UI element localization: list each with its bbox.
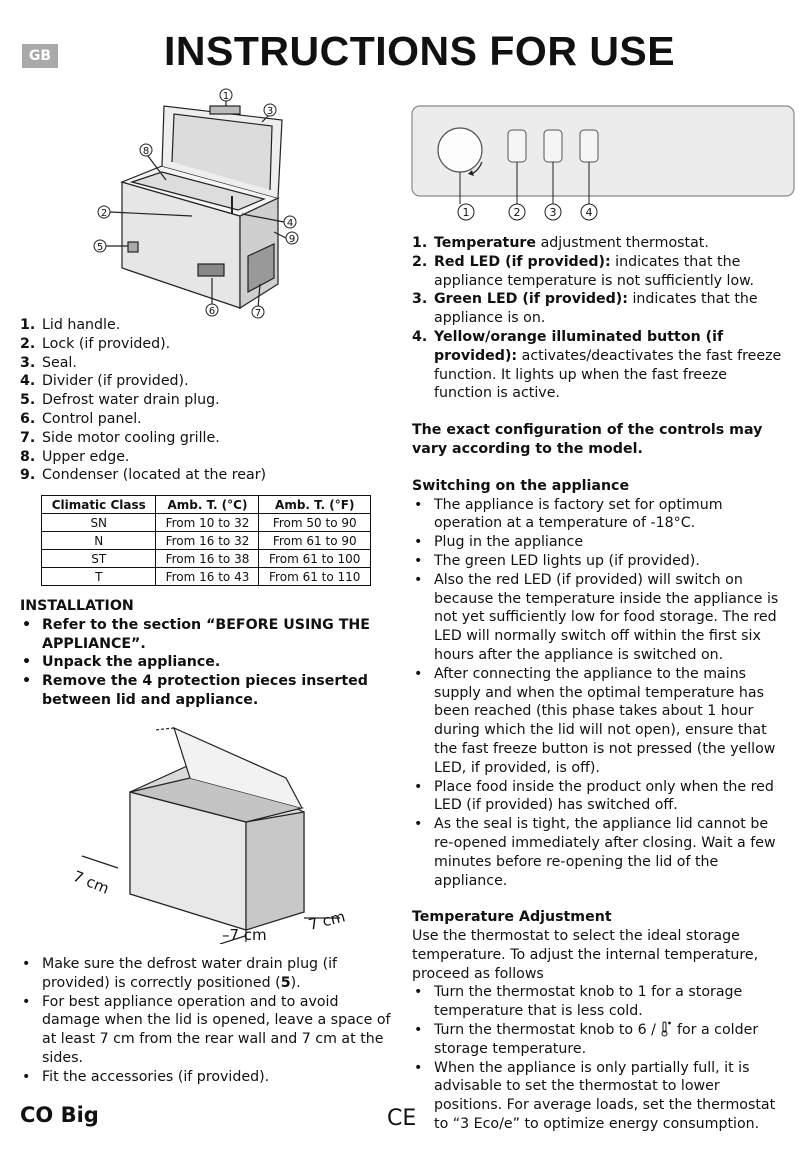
right-column [412, 234, 788, 1134]
language-badge: GB [22, 44, 58, 68]
panel-callout-4 [581, 204, 597, 220]
callout-6-label: 6 [208, 306, 216, 317]
table-cell: From 16 to 38 [156, 550, 259, 568]
callout-4-label: 4 [286, 218, 294, 229]
table-header-row [42, 496, 371, 514]
list-item: 3. Green LED (if provided): indicates that the appliance is on. [412, 291, 758, 327]
callout-2 [98, 206, 110, 219]
list-item: • Remove the 4 protection pieces inserted between lid and appliance. [20, 672, 400, 710]
temperature-adjustment-intro: Use the thermostat to select the ideal storage temperature. To adjust the internal temperature, proceed as follows [412, 928, 759, 982]
side-right-clearance-label: 7 cm [306, 907, 348, 934]
list-item: 6. Control panel. [20, 410, 142, 427]
green-led [544, 130, 562, 162]
callout-8-label: 8 [142, 146, 150, 157]
ce-mark: CE [387, 1106, 417, 1131]
table-cell: From 61 to 90 [259, 532, 371, 550]
callout-3-label: 3 [266, 106, 274, 117]
climatic-class-table [41, 495, 371, 586]
list-item: • Turn the thermostat knob to 6 / for a colder storage temperature. [412, 1021, 788, 1059]
panel-callout-3-label: 3 [549, 206, 557, 219]
list-item: • Turn the thermostat knob to 1 for a storage temperature that is less cold. [412, 983, 788, 1021]
callout-1 [220, 89, 232, 102]
callout-4 [284, 216, 296, 229]
thermostat-knob [438, 128, 482, 172]
callout-3 [264, 104, 276, 117]
configuration-note: The exact configuration of the controls may vary according to the model. [412, 422, 763, 457]
list-item: • Fit the accessories (if provided). [20, 1068, 400, 1087]
list-item: 9. Condenser (located at the rear) [20, 467, 267, 484]
list-item: 2. Red LED (if provided): indicates that the appliance temperature is not sufficiently low. [412, 253, 754, 289]
list-item: • Plug in the appliance [412, 533, 788, 552]
table-cell: N [42, 532, 156, 550]
callout-5 [94, 240, 106, 253]
list-item: 1. Lid handle. [20, 317, 121, 333]
table-cell: From 61 to 110 [259, 568, 371, 586]
list-item: • When the appliance is only partially full, it is advisable to set the thermostat to lower positions. For average loads, set the thermostat to “3 Eco/e” to optimize energy consumption. [412, 1059, 788, 1134]
table-row [42, 514, 371, 532]
snowflake-thermometer-icon [660, 1021, 672, 1037]
table-row [42, 532, 371, 550]
table-cell: From 50 to 90 [259, 514, 371, 532]
callout-5-label: 5 [96, 242, 104, 253]
list-item: • Refer to the section “BEFORE USING THE APPLIANCE”. [20, 616, 400, 654]
callout-9 [286, 232, 298, 245]
lid-handle [210, 106, 240, 114]
panel-callout-4-label: 4 [585, 206, 593, 219]
model-name: CO Big [20, 1103, 99, 1127]
table-cell: From 61 to 100 [259, 550, 371, 568]
callout-8 [140, 144, 152, 157]
table-header: Amb. T. (°F) [259, 496, 371, 514]
control-panel-figure [410, 104, 798, 228]
parts-list [20, 316, 400, 485]
temperature-adjustment-heading: Temperature Adjustment [412, 909, 612, 926]
installation-section [20, 597, 400, 710]
table-cell: T [42, 568, 156, 586]
panel-callout-1-label: 1 [462, 206, 470, 219]
list-item: • The green LED lights up (if provided). [412, 552, 788, 571]
chest-freezer-figure [92, 88, 306, 320]
panel-callout-2-label: 2 [513, 206, 521, 219]
clearance-figure [70, 722, 382, 944]
fast-freeze-button [580, 130, 598, 162]
callout-2-label: 2 [100, 208, 108, 219]
temperature-adjustment-list [412, 983, 788, 1133]
positioning-notes [20, 955, 400, 1087]
table-row [42, 568, 371, 586]
callout-9-label: 9 [288, 234, 296, 245]
list-item: 3. Seal. [20, 354, 77, 371]
table-row [42, 550, 371, 568]
list-item: 2. Lock (if provided). [20, 335, 171, 352]
table-header: Climatic Class [42, 496, 156, 514]
list-item: 8. Upper edge. [20, 448, 130, 465]
side-left-clearance-label: –7 cm [222, 926, 267, 944]
list-item: • After connecting the appliance to the mains supply and when the optimal temperature has been reached (this phase takes about 1 hour during which the lid will not open), ensure that the fast freeze button is not pressed (the yellow LED, if provided, is off). [412, 665, 788, 778]
panel-callout-1 [458, 204, 474, 220]
callout-7-label: 7 [254, 308, 262, 319]
list-item: 7. Side motor cooling grille. [20, 429, 220, 446]
panel-callout-2 [509, 204, 525, 220]
list-item: • As the seal is tight, the appliance lid cannot be re-opened immediately after closing. Wait a few minutes before re-opening the lid of the appliance. [412, 815, 788, 890]
list-item: • Unpack the appliance. [20, 653, 400, 672]
list-item: • Make sure the defrost water drain plug (if provided) is correctly positioned (5). [20, 955, 400, 993]
table-cell: ST [42, 550, 156, 568]
switching-on-heading: Switching on the appliance [412, 477, 630, 494]
list-item: • The appliance is factory set for optimum operation at a temperature of -18°C. [412, 496, 788, 534]
panel-callout-3 [545, 204, 561, 220]
list-item: 1. Temperature adjustment thermostat. [412, 235, 709, 251]
list-item: 5. Defrost water drain plug. [20, 392, 220, 409]
callout-1-label: 1 [222, 91, 230, 102]
page-title: INSTRUCTIONS FOR USE [164, 28, 676, 74]
table-cell: From 16 to 32 [156, 532, 259, 550]
table-header: Amb. T. (°C) [156, 496, 259, 514]
red-led [508, 130, 526, 162]
installation-heading: INSTALLATION [20, 598, 134, 614]
list-item: 4. Divider (if provided). [20, 373, 189, 390]
list-item: • Also the red LED (if provided) will switch on because the temperature inside the appliance is not yet sufficiently low for food storage. The red LED will normally switch off within the first six hours after the appliance is switched on. [412, 571, 788, 665]
list-item: • Place food inside the product only when the red LED (if provided) has switched off. [412, 778, 788, 816]
list-item: 4. Yellow/orange illuminated button (if provided): activates/deactivates the fast freeze function. It lights up when the fast freeze function is active. [412, 328, 782, 402]
table-cell: From 16 to 43 [156, 568, 259, 586]
list-item: • For best appliance operation and to avoid damage when the lid is opened, leave a space of at least 7 cm from the rear wall and 7 cm at the sides. [20, 993, 400, 1068]
table-cell: From 10 to 32 [156, 514, 259, 532]
control-panel-list [412, 234, 788, 403]
switching-on-list [412, 496, 788, 891]
rear-clearance-label: 7 cm [70, 867, 112, 898]
table-cell: SN [42, 514, 156, 532]
